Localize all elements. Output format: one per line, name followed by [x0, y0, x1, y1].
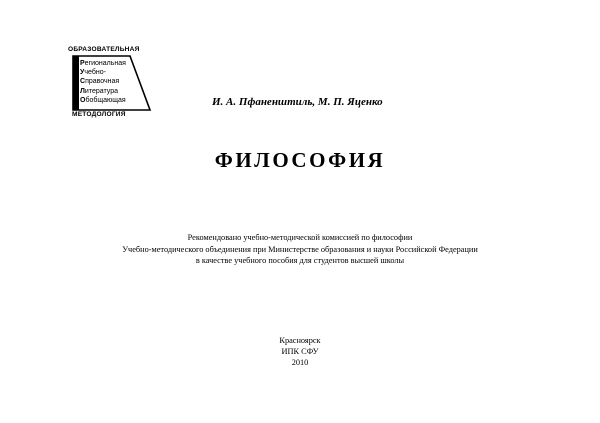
- logo-line: Учебно-: [80, 69, 106, 77]
- publisher-series-logo: [62, 46, 156, 120]
- logo-bottom-text: МЕТОДОЛОГИЯ: [72, 111, 126, 118]
- imprint-city: Красноярск: [279, 336, 321, 345]
- logo-top-text: ОБРАЗОВАТЕЛЬНАЯ: [68, 46, 140, 53]
- logo-line: Литература: [80, 87, 118, 95]
- logo-acronym-lines: [80, 59, 126, 105]
- logo-line: Региональная: [80, 60, 126, 67]
- authors: И. А. Пфаненштиль, М. П. Яценко: [212, 96, 383, 108]
- logo-line: Обобщающая: [80, 96, 126, 104]
- recommendation-line: Рекомендовано учебно-методической комиссией по философии: [187, 233, 413, 242]
- logo-line: Справочная: [80, 78, 120, 86]
- recommendation-line: в качестве учебного пособия для студентов высшей школы: [195, 256, 405, 265]
- imprint-block: [0, 335, 600, 368]
- imprint-year: 2010: [291, 358, 309, 367]
- logo-frame: [72, 55, 142, 111]
- book-title: ФИЛОСОФИЯ: [214, 148, 386, 172]
- recommendation-line: Учебно-методического объединения при Министерстве образования и науки Российской Федерации: [122, 244, 478, 254]
- recommendation-block: [0, 232, 600, 267]
- imprint-publisher: ИПК СФУ: [281, 347, 319, 356]
